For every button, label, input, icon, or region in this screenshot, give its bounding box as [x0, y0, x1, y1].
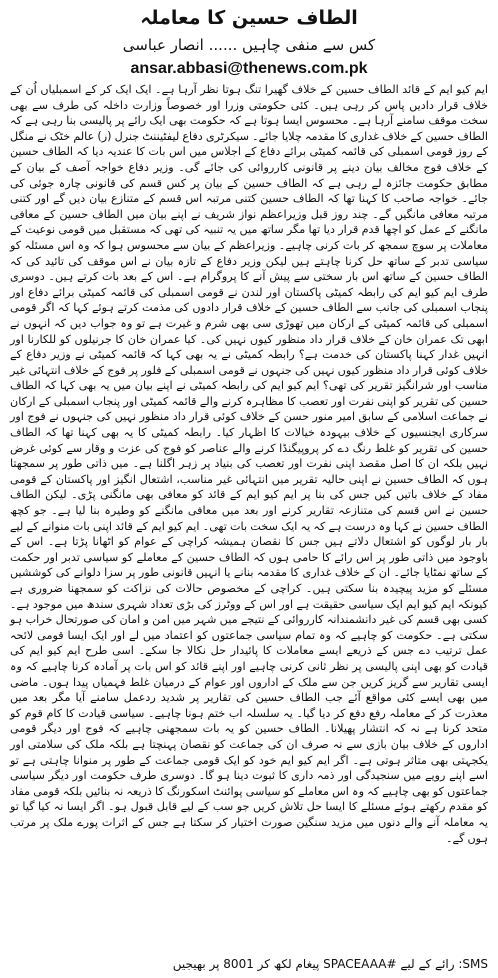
article-body: ایم کیو ایم کے قائد الطاف حسین کے خلاف گھیرا تنگ ہوتا نظر آرہا ہے۔ ایک ایک کر کے اسمبلیاں اُن کے خلاف قرار دادیں پاس کر رہی ہیں۔ کئی حکومتی وزرا اور خصوصاً وزارت داخلہ کی طرف سے بھی سخت موقف سامنے آرہا ہے۔ محسوس ایسا ہوتا ہے کہ حکومت بھی ایک رائے پر پالیسی بنا رہی ہے کہ الطاف حسین کے خلاف غداری کا مقدمہ چلایا جائے۔ سیکرٹری دفاع لیفٹیننٹ جنرل (ر) عالم خٹک نے منگل کے روز قومی اسمبلی کی قائمہ کمیٹی برائے دفاع کے اجلاس میں اس بات کا عندیہ دیا کہ الطاف حسین کے خلاف فوج مخالف بیان دینے پر قانونی کارروائی کی جائے گی۔ وزیر دفاع خواجہ آصف کے بیان کے مطابق حکومت جائزہ لے رہی ہے کہ الطاف حسین کے بیان پر کس قسم کی قانونی چارہ جوئی کی جائے۔ خواجہ صاحب کا کہنا تھا کہ الطاف حسین کتنی مرتبہ اس قسم کے متنازع بیان دیں گے اور کتنی مرتبہ معافی مانگیں گے۔ چند روز قبل وزیراعظم نواز شریف نے اپنے بیان میں الطاف حسین کے معافی مانگنے کے عمل کو اچھا قدم قرار دیا تھا مگر ساتھ میں یہ تنبیہ کی تھی کہ مستقبل میں قومی نوعیت کے معاملات پر سوچ سمجھ کر بات کرنی چاہیے۔ وزیراعظم کے بیان سے محسوس ہوا کہ وہ اس مسئلہ کو سیاسی تدبر کے ساتھ حل کرنا چاہتے ہیں لیکن وزیر دفاع کے تازہ بیان نے اس موقف کی تائید کی کہ الطاف حسین کے ساتھ اس بار سختی سے پیش آنے کا پروگرام ہے۔ اس کے بعد بات کرتے ہیں۔ دوسری طرف ایم کیو ایم کی رابطہ کمیٹی پاکستان اور لندن نے قومی اسمبلی کی قائمہ کمیٹی برائے دفاع اور پنجاب اسمبلی کی جانب سے الطاف حسین کے خلاف قرار دادوں کی مذمت کرتے ہوئے کہا کہ اگر قومی اسمبلی کی قائمہ کمیٹی کے ارکان میں تھوڑی سی بھی شرم و غیرت ہے تو وہ جواب دیں کہ انہوں نے ابھی تک عمران خان کے خلاف قرار داد منظور کیوں نہیں کی۔ کیا عمران خان کا جرنیلوں کو للکارنا اور انہیں غدار کہنا پاکستان کی خدمت ہے؟ رابطہ کمیٹی نے یہ بھی کہا کہ قائمہ کمیٹی نے وزیر دفاع کے خلاف کوئی قرار داد منظور کیوں نہیں کی جنہوں نے قومی اسمبلی کے فلور پر فوج کے خلاف انتہائی غیر مناسب اور شرانگیز تقریر کی تھی؟ ایم کیو ایم کی رابطہ کمیٹی نے اپنے بیان میں یہ بھی کہا کہ الطاف حسین کی تقریر کو اپنی نفرت اور تعصب کا مظاہرہ کرنے والے قائمہ کمیٹی اور پنجاب اسمبلی کے ارکان نے جماعت اسلامی کے سابق امیر منور حسن کے خلاف کوئی قرار داد منظور نہیں کی جنہوں نے فوج اور سرکاری ایجنسیوں کے خلاف بیہودہ خیالات کا اظہار کیا۔ رابطہ کمیٹی کا یہ بھی کہنا تھا کہ الطاف حسین کی تقریر کو غلط رنگ دے کر پروپیگنڈا کرنے والے عناصر کو فوج کی عزت و وقار سے کوئی غرض نہیں بلکہ ان کا اصل مقصد اپنی نفرت اور تعصب کی بنیاد پر زہر اگلنا ہے۔ میں ذاتی طور پر سمجھتا ہوں کہ الطاف حسین نے اپنی حالیہ تقریر میں انتہائی غیر مناسب، اشتعال انگیز اور پاکستان کے قومی مفاد کے خلاف باتیں کیں جس کی بنا پر ایم کیو ایم کے قائد کو معافی بھی مانگنی پڑی۔ لیکن الطاف حسین نے اس قسم کی متنازعہ تقاریر کرنے اور بعد میں معافی مانگنے کو وطیرہ بنا لیا ہے۔ جو کچھ الطاف حسین نے کہا وہ درست ہے کہ یہ ایک سخت بات تھی۔ ایم کیو ایم کے قائد اپنی بات منوانے کے لیے بار بار لوگوں کو اشتعال دلاتے ہیں جس کا نقصان ہمیشہ کراچی کے عوام کو اٹھانا پڑتا ہے۔ اس کے باوجود میں ذاتی طور پر اس رائے کا حامی ہوں کہ الطاف حسین کے معاملے کو سیاسی تدبر اور حکمت کے ساتھ نمٹایا جائے۔ ان کے خلاف غداری کا مقدمہ بنانے یا انہیں قانونی طور پر سزا دلوانے کی کوششیں مسئلے کو مزید پیچیدہ بنا سکتی ہیں۔ کراچی کے مخصوص حالات کی نزاکت کو سمجھنا ضروری ہے کیونکہ ایم کیو ایم ایک سیاسی حقیقت ہے اور اس کے ووٹرز کی بڑی تعداد شہری سندھ میں موجود ہے۔ کسی بھی قسم کی غیر دانشمندانہ کارروائی کے نتیجے میں شہر میں امن و امان کی صورتحال خراب ہو سکتی ہے۔ حکومت کو چاہیے کہ وہ تمام سیاسی جماعتوں کو اعتماد میں لے اور ایک ایسا قومی لائحہ عمل ترتیب دے جس کے ذریعے ایسے معاملات کا پائیدار حل نکالا جا سکے۔ اسی طرح ایم کیو ایم کی قیادت کو بھی اپنی پالیسی پر نظر ثانی کرنی چاہیے اور اپنے قائد کو اس بات پر آمادہ کرنا چاہیے کہ وہ ایسی تقاریر سے گریز کریں جن سے ملک کے اداروں اور عوام کے درمیان غلط فہمیاں پیدا ہوں۔ ماضی میں بھی ایسے کئی مواقع آئے جب الطاف حسین کی تقاریر پر شدید ردعمل سامنے آیا مگر بعد میں معذرت کر کے معاملہ رفع دفع کر دیا گیا۔ یہ سلسلہ اب ختم ہونا چاہیے۔ سیاسی قیادت کا کام قوم کو متحد کرنا ہے نہ کہ انتشار پھیلانا۔ الطاف حسین کو یہ بات سمجھنی چاہیے کہ فوج اور دیگر قومی اداروں کے خلاف بیان بازی سے نہ صرف ان کی جماعت کو نقصان پہنچتا ہے بلکہ ملک کی سلامتی اور یکجہتی بھی متاثر ہوتی ہے۔ اگر ایم کیو ایم خود کو ایک قومی جماعت کے طور پر منوانا چاہتی ہے تو اسے اپنے رویے میں سنجیدگی اور ذمہ داری کا ثبوت دینا ہو گا۔ دوسری طرف حکومت اور دیگر سیاسی جماعتوں کو بھی چاہیے کہ وہ اس معاملے کو سیاسی پوائنٹ اسکورنگ کا ذریعہ نہ بنائیں بلکہ قومی مفاد کو مقدم رکھتے ہوئے مسئلے کا ایسا حل تلاش کریں جو سب کے لیے قابل قبول ہو۔ اگر ایسا نہ کیا گیا تو یہ معاملہ آنے والے دنوں میں مزید سنگین صورت اختیار کر سکتا ہے جس کے اثرات پورے ملک پر مرتب ہوں گے۔ — [10, 83, 488, 845]
sms-footer: SMS: رائے کے لیے #SPACEAAA پیغام لکھ کر 8001 پر بھیجیں — [172, 957, 488, 971]
author-name: انصار عباسی — [122, 36, 204, 54]
byline-separator: ...... — [208, 36, 238, 54]
column-name: کس سے منفی چاہیں — [242, 36, 376, 54]
article-title: الطاف حسین کا معاملہ — [140, 7, 358, 29]
byline — [10, 32, 488, 58]
author-email: ansar.abbasi@thenews.com.pk — [130, 60, 368, 77]
